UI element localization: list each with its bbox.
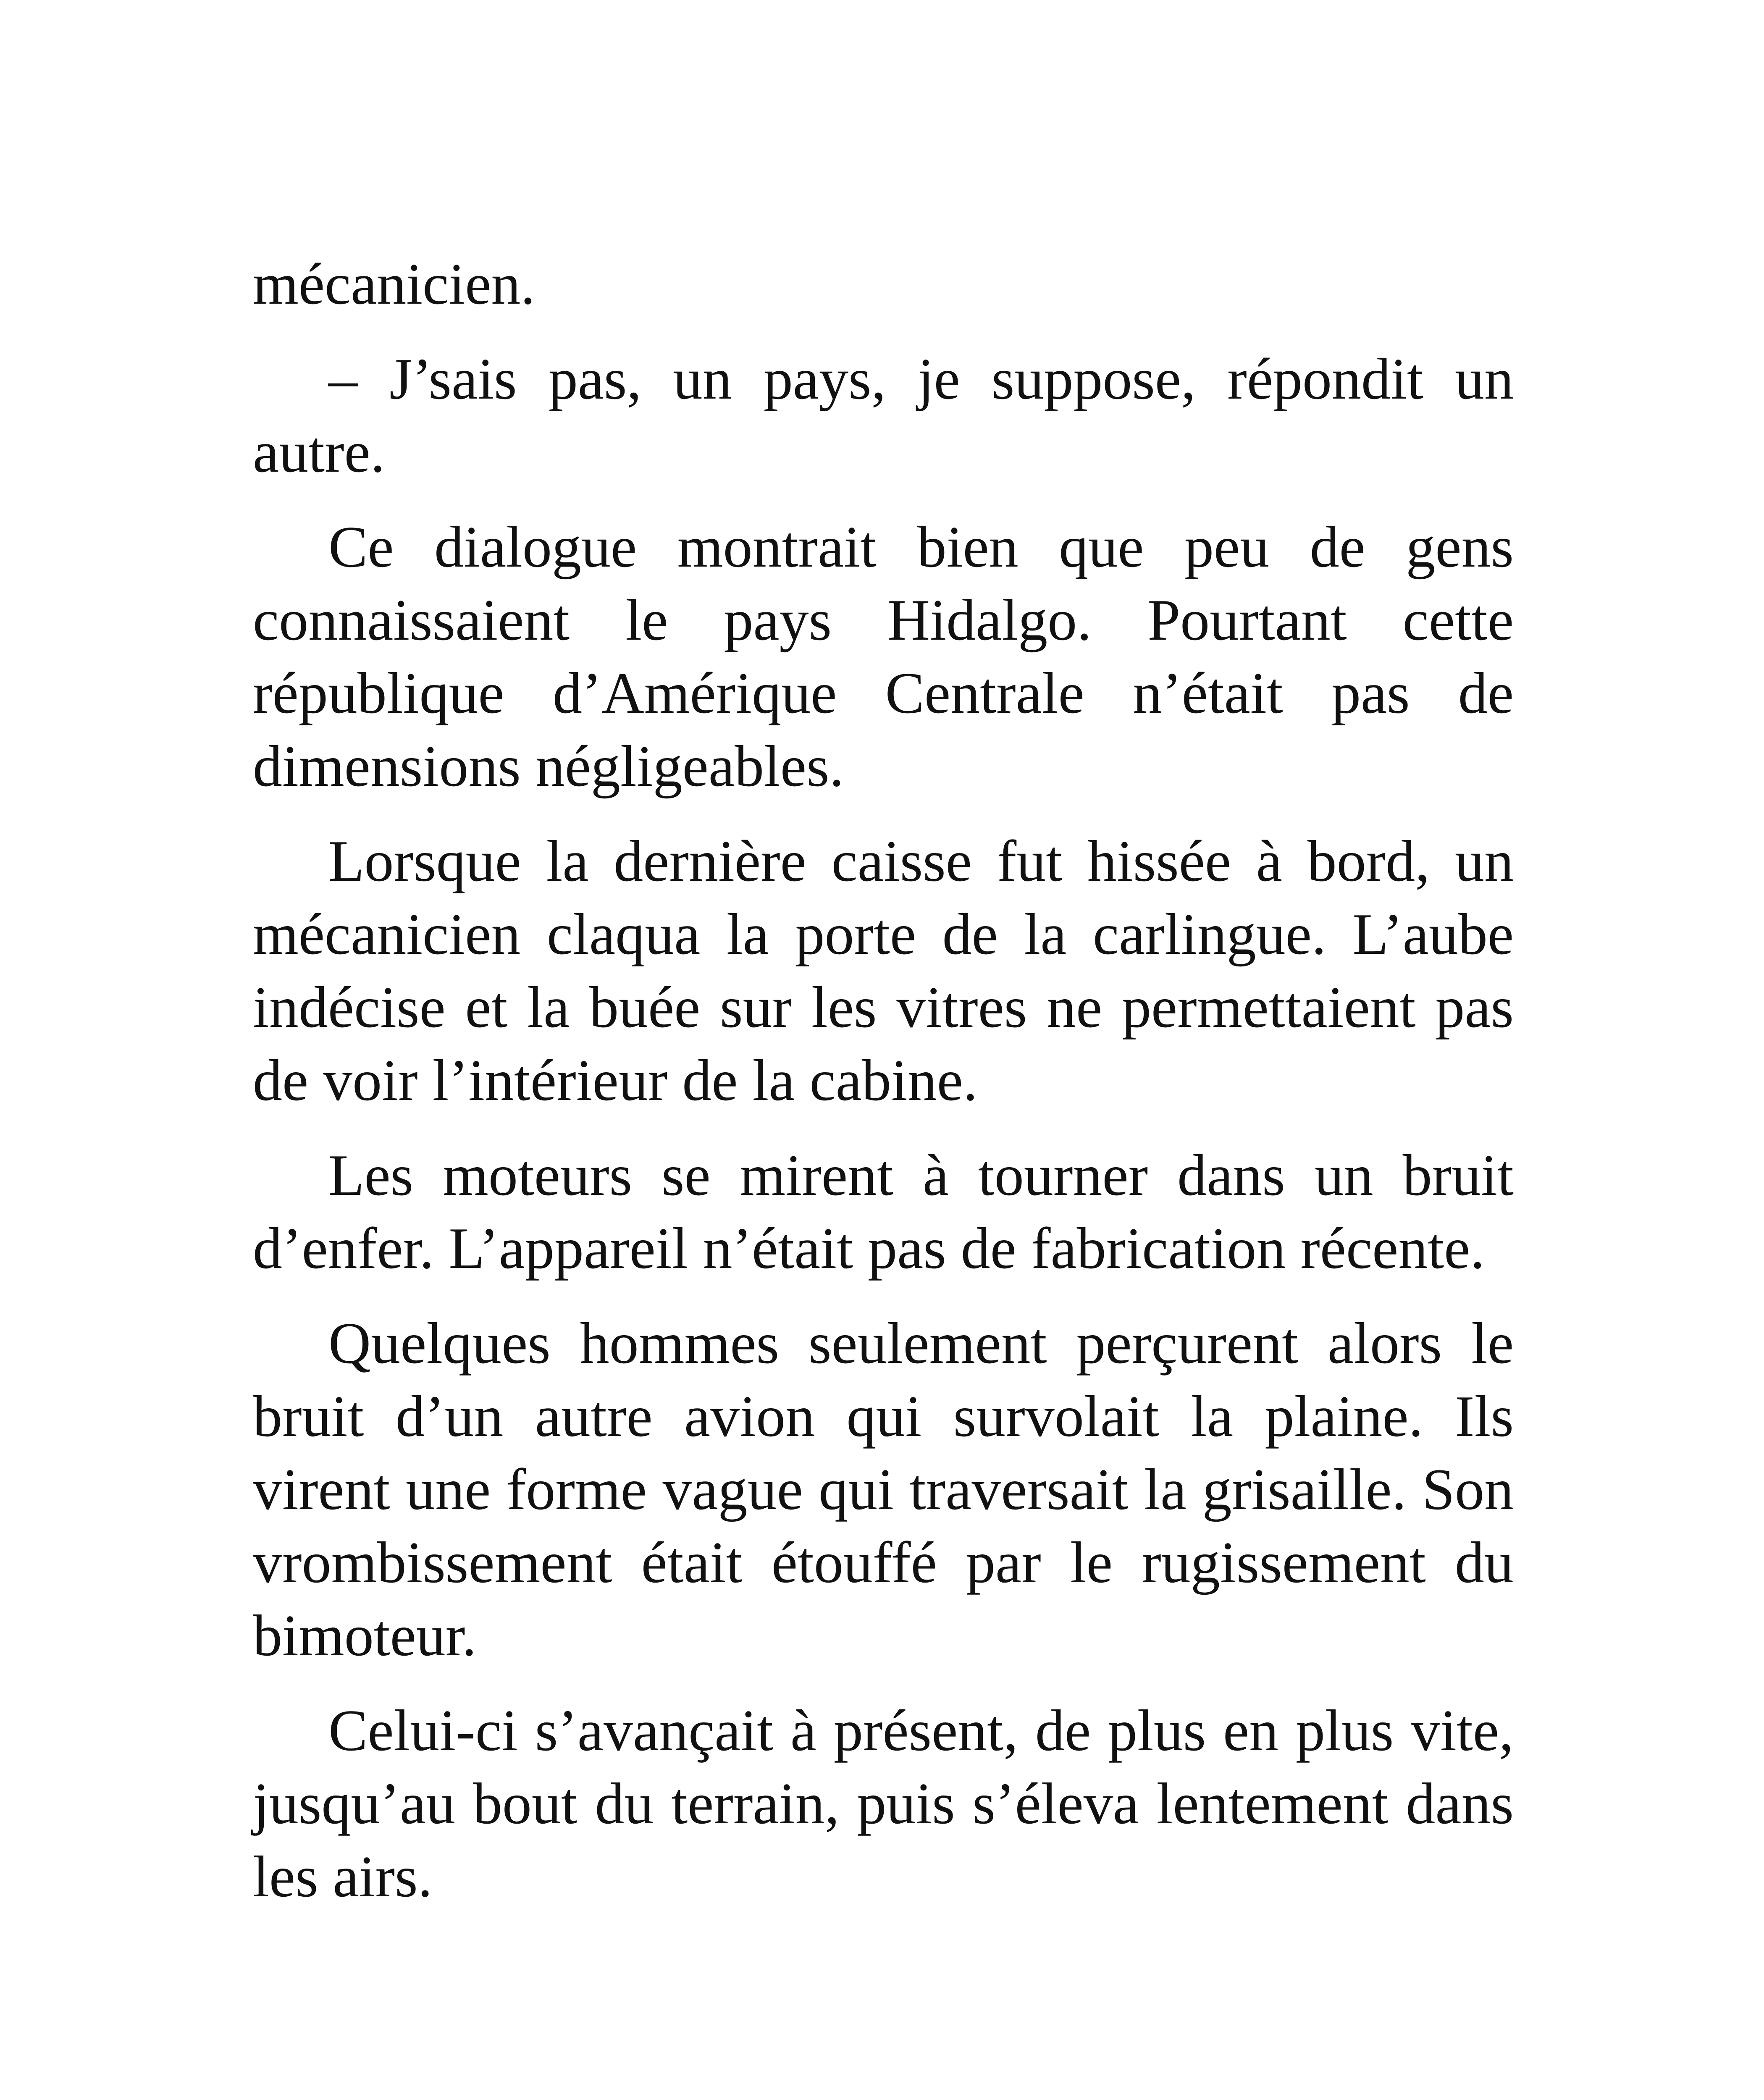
paragraph: Celui-ci s’avançait à présent, de plus en plus vite, jusqu’au bout du terrain, puis s’éleva lentement dans les airs. bbox=[253, 1698, 1514, 1909]
paragraph: Quelques hommes seulement perçurent alors le bruit d’un autre avion qui survolait la plaine. Ils virent une forme vague qui traversait la grisaille. Son vrombissement était étouffé par le rugissement du bimoteur. bbox=[253, 1311, 1514, 1668]
body-text bbox=[253, 248, 1514, 1935]
paragraph: Lorsque la dernière caisse fut hissée à bord, un mécanicien claqua la porte de la carlingue. L’aube indécise et la buée sur les vitres ne permettaient pas de voir l’intérieur de la cabine. bbox=[253, 829, 1514, 1113]
paragraph: Ce dialogue montrait bien que peu de gens connaissaient le pays Hidalgo. Pourtant cette république d’Amérique Centrale n’était pas de dimensions négligeables. bbox=[253, 514, 1514, 799]
paragraph: – J’sais pas, un pays, je suppose, répondit un autre. bbox=[253, 346, 1514, 485]
paragraph: mécanicien. bbox=[253, 252, 536, 317]
paragraph: Les moteurs se mirent à tourner dans un bruit d’enfer. L’appareil n’était pas de fabrication récente. bbox=[253, 1143, 1514, 1281]
